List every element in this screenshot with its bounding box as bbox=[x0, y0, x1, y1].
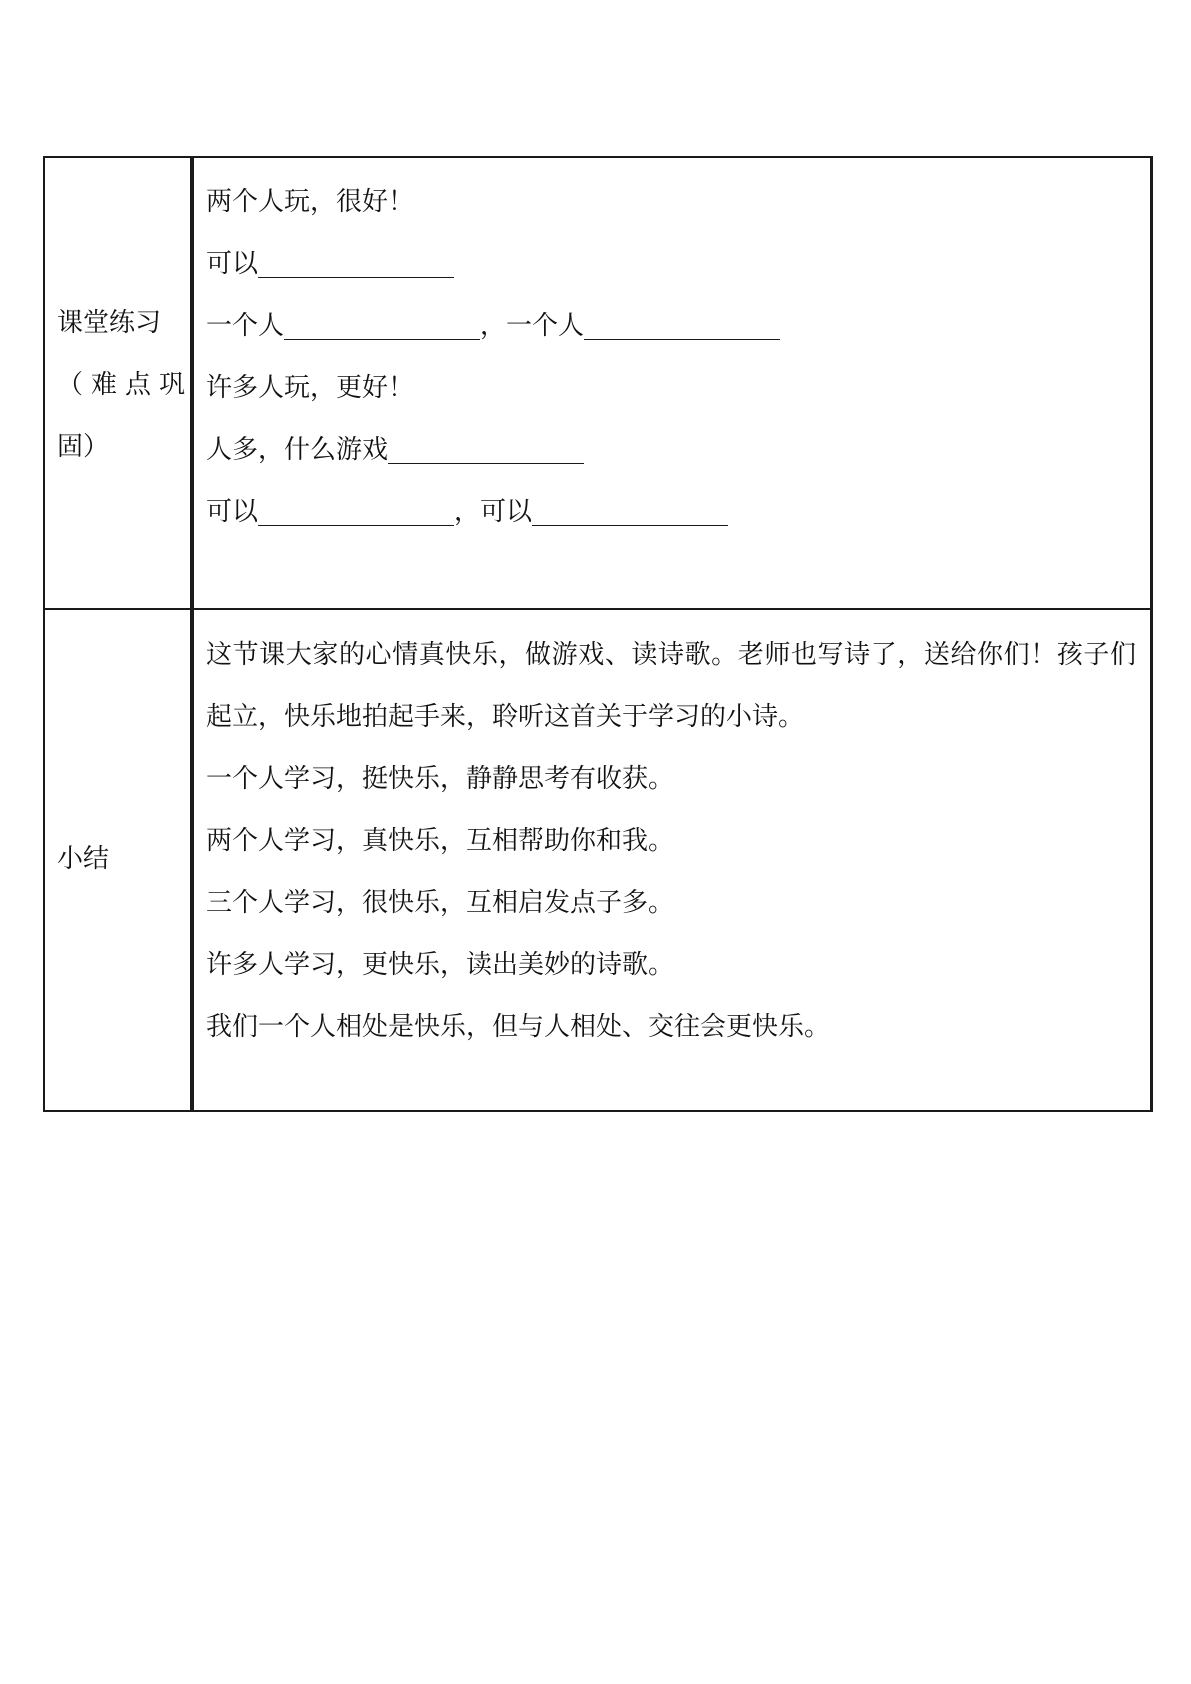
lesson-plan-table bbox=[43, 156, 1153, 1112]
summary-content-cell bbox=[192, 609, 1152, 1111]
summary-label-cell bbox=[44, 609, 192, 1111]
fill-in-blank[interactable] bbox=[258, 251, 454, 278]
practice-line-2-prefix: 可以 bbox=[206, 249, 259, 279]
practice-line-3-prefix: 一个人 bbox=[206, 311, 285, 341]
practice-line-5-prefix: 人多，什么游戏 bbox=[206, 435, 389, 465]
fill-in-blank[interactable] bbox=[388, 437, 584, 464]
practice-line-6-prefix: 可以 bbox=[206, 497, 259, 527]
practice-content bbox=[206, 158, 1150, 543]
fill-in-blank[interactable] bbox=[284, 313, 480, 340]
fill-in-blank[interactable] bbox=[258, 499, 454, 526]
practice-line-3 bbox=[206, 295, 1150, 357]
summary-content bbox=[206, 610, 1150, 1058]
summary-label-text: 小结 bbox=[57, 844, 110, 874]
summary-poem-line-3: 三个人学习，很快乐，互相启发点子多。 bbox=[206, 888, 675, 918]
fill-in-blank[interactable] bbox=[532, 499, 728, 526]
practice-line-2 bbox=[206, 233, 1150, 295]
summary-paragraph: 这节课大家的心情真快乐，做游戏、读诗歌。老师也写诗了，送给你们！孩子们起立，快乐地拍起手来，聆听这首关于学习的小诗。 bbox=[206, 640, 1136, 732]
summary-row bbox=[44, 609, 1152, 1111]
summary-label bbox=[57, 828, 185, 890]
summary-closing-line: 我们一个人相处是快乐，但与人相处、交往会更快乐。 bbox=[206, 1012, 831, 1042]
practice-line-3-mid: ，一个人 bbox=[480, 311, 585, 341]
practice-label-line-1: 课堂练习 bbox=[57, 308, 162, 338]
summary-poem-line-1: 一个人学习，挺快乐，静静思考有收获。 bbox=[206, 764, 675, 794]
practice-label-cell bbox=[44, 157, 192, 609]
fill-in-blank[interactable] bbox=[584, 313, 780, 340]
practice-label bbox=[57, 292, 194, 478]
practice-line-6 bbox=[206, 481, 1150, 543]
practice-label-line-3: 固） bbox=[57, 432, 110, 462]
summary-poem-line-4: 许多人学习，更快乐，读出美妙的诗歌。 bbox=[206, 950, 675, 980]
summary-poem-line-2: 两个人学习，真快乐，互相帮助你和我。 bbox=[206, 826, 675, 856]
practice-row bbox=[44, 157, 1152, 609]
practice-label-line-2: （难点巩 bbox=[57, 370, 194, 400]
practice-content-cell bbox=[192, 157, 1152, 609]
practice-line-1: 两个人玩，很好！ bbox=[206, 187, 415, 217]
practice-line-6-mid: ，可以 bbox=[454, 497, 533, 527]
practice-line-4: 许多人玩，更好！ bbox=[206, 373, 415, 403]
practice-line-5 bbox=[206, 419, 1150, 481]
